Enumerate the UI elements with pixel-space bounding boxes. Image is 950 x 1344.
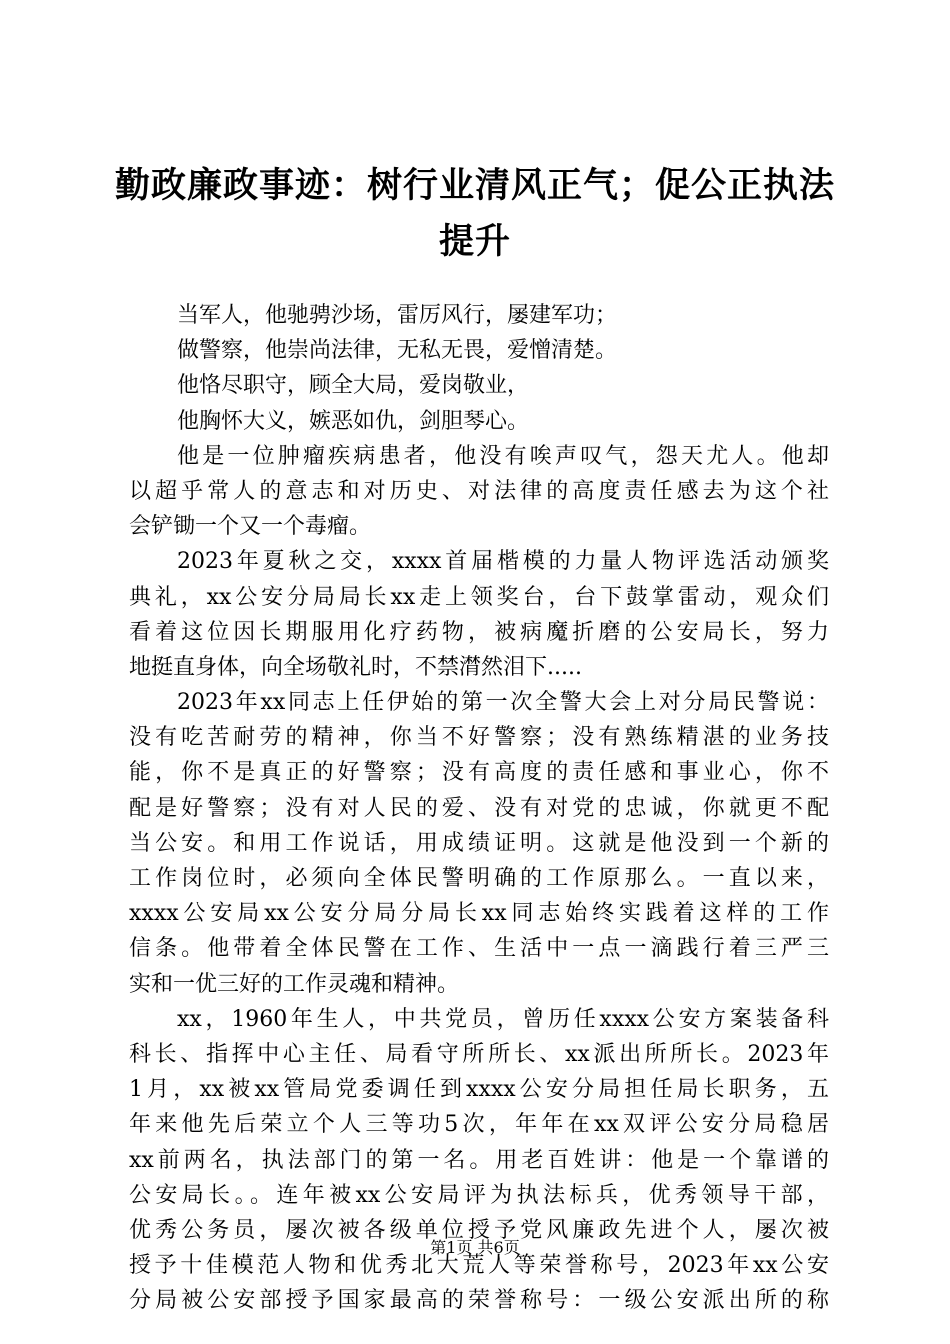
body-text-line: 科长、指挥中心主任、局看守所所长、xx派出所所长。2023年 [129, 1041, 829, 1067]
body-text-line: 以超乎常人的意志和对历史、对法律的高度责任感去为这个社 [129, 478, 829, 504]
body-text-line: xx前两名，执法部门的第一名。用老百姓讲：他是一个靠谱的 [129, 1147, 829, 1173]
body-text-line: 看着这位因长期服用化疗药物，被病魔折磨的公安局长，努力 [129, 619, 829, 645]
body-text-line: 会铲锄一个又一个毒瘤。 [129, 514, 372, 540]
body-text-line: 分局被公安部授予国家最高的荣誉称号：一级公安派出所的称 [129, 1288, 829, 1314]
body-text-line: 信条。他带着全体民警在工作、生活中一点一滴践行着三严三 [129, 936, 829, 962]
body-text-line: 配是好警察；没有对人民的爱、没有对党的忠诚，你就更不配 [129, 795, 829, 821]
body-text-line: 典礼，xx公安分局局长xx走上领奖台，台下鼓掌雷动，观众们 [129, 584, 829, 610]
body-text-line: 当公安。和用工作说话，用成绩证明。这就是他没到一个新的 [129, 830, 829, 856]
body-text-line: 他胸怀大义，嫉恶如仇，剑胆琴心。 [177, 408, 530, 434]
body-text-line: 做警察，他崇尚法律，无私无畏，爱憎清楚。 [177, 338, 618, 364]
body-text-line: 他恪尽职守，顾全大局，爱岗敬业， [177, 373, 530, 399]
body-text-line: 优秀公务员，屡次被各级单位授予党风廉政先进个人，屡次被 [129, 1217, 829, 1243]
body-text-line: 能，你不是真正的好警察；没有高度的责任感和事业心，你不 [129, 760, 829, 786]
body-text-line: 1月，xx被xx管局党委调任到xxxx公安分局担任局长职务，五 [129, 1077, 829, 1103]
body-text-line: 当军人，他驰骋沙场，雷厉风行，屡建军功； [177, 303, 618, 328]
body-text-line: 2023年夏秋之交，xxxx首届楷模的力量人物评选活动颁奖 [177, 549, 829, 575]
body-text-line: 他是一位肿瘤疾病患者，他没有唉声叹气，怨天尤人。他却 [177, 443, 829, 469]
body-text-line: 地挺直身体，向全场敬礼时，不禁潸然泪下..... [129, 654, 582, 680]
body-text-line: 实和一优三好的工作灵魂和精神。 [129, 971, 460, 997]
body-text-line: xxxx公安局xx公安分局分局长xx同志始终实践着这样的工作 [129, 901, 829, 927]
body-text-line: 授予十佳模范人物和优秀北大荒人等荣誉称号，2023年xx公安 [129, 1253, 829, 1279]
page-footer: 第1页 共6页 [430, 1238, 520, 1257]
body-text-line: 年来他先后荣立个人三等功5次，年年在xx双评公安分局稳居 [129, 1112, 829, 1138]
body-text-line: 公安局长。。连年被xx公安局评为执法标兵，优秀领导干部， [129, 1182, 829, 1208]
body-text-line: 工作岗位时，必须向全体民警明确的工作原那么。一直以来， [129, 866, 829, 891]
document-body [129, 298, 829, 1318]
body-text-line: 没有吃苦耐劳的精神，你当不好警察；没有熟练精湛的业务技 [129, 725, 829, 751]
body-text-line: xx，1960年生人，中共党员，曾历任xxxx公安方案装备科 [177, 1006, 829, 1032]
document-title-line-1: 勤政廉政事迹：树行业清风正气；促公正执法 [114, 165, 835, 206]
document-title-line-2: 提升 [438, 221, 511, 262]
body-text-line: 2023年xx同志上任伊始的第一次全警大会上对分局民警说： [177, 690, 829, 716]
